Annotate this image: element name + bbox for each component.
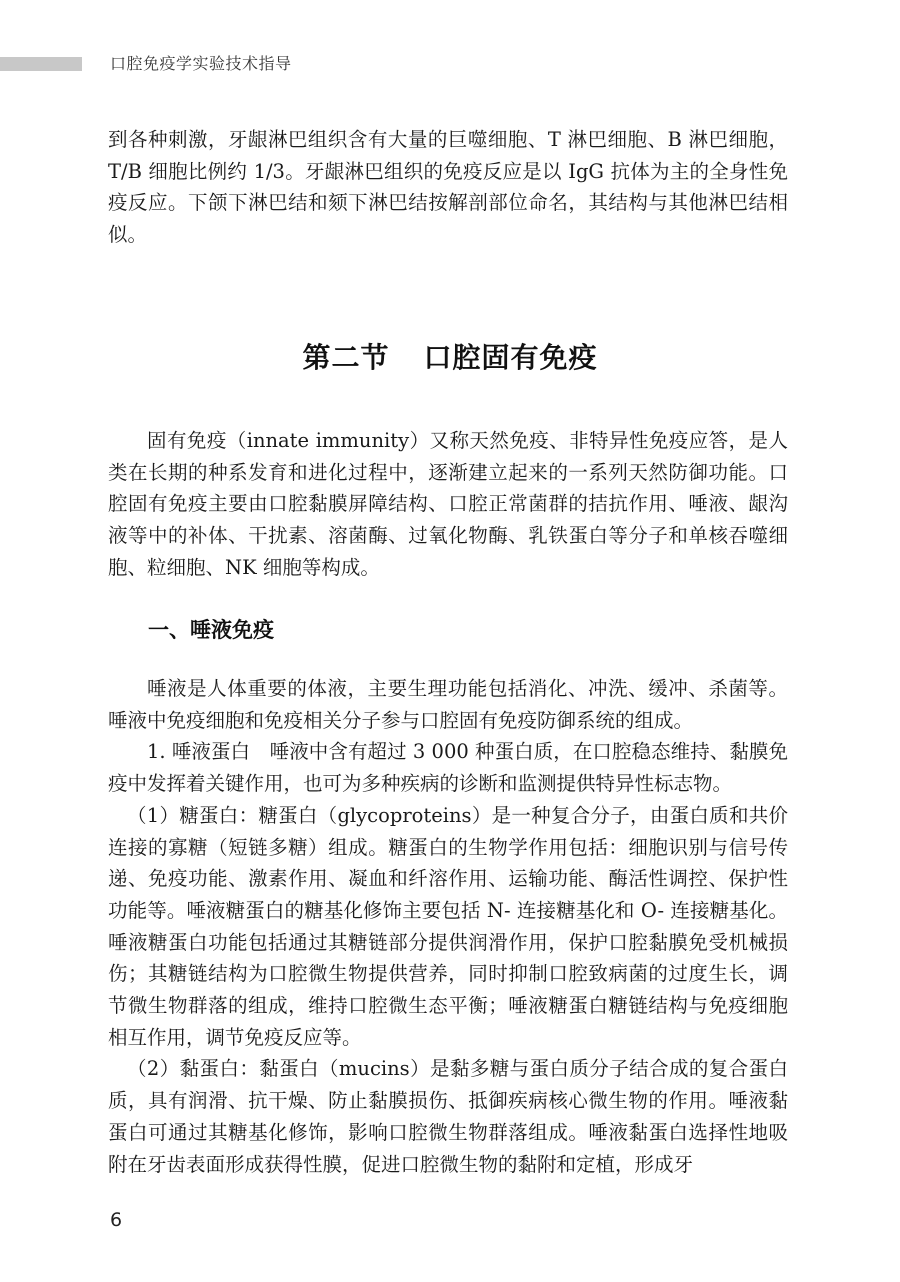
running-head-title: 口腔免疫学实验技术指导 xyxy=(110,54,292,73)
page-number: 6 xyxy=(110,1209,123,1231)
section-number: 第二节 xyxy=(302,341,390,374)
subsection-heading: 一、唾液免疫 xyxy=(148,618,274,642)
section-title: 口腔固有免疫 xyxy=(423,341,598,374)
section-intro-block xyxy=(108,425,788,584)
paragraph-saliva-intro: 唾液是人体重要的体液，主要生理功能包括消化、冲洗、缓冲、杀菌等。唾液中免疫细胞和免疫相关分子参与口腔固有免疫防御系统的组成。 xyxy=(108,677,788,732)
paragraph-saliva-protein: 1. 唾液蛋白 唾液中含有超过 3 000 种蛋白质，在口腔稳态维持、黏膜免疫中发挥着关键作用，也可为多种疾病的诊断和监测提供特异性标志物。 xyxy=(108,740,788,796)
continuation-paragraph: 到各种刺激，牙龈淋巴组织含有大量的巨噬细胞、T 淋巴细胞、B 淋巴细胞，T/B 细胞比例约 1/3。牙龈淋巴组织的免疫反应是以 IgG 抗体为主的全身性免疫反应。下颌下淋巴结和颏下淋巴结按解剖部位命名，其结构与其他淋巴结相似。 xyxy=(108,128,788,247)
header-gray-bar xyxy=(0,57,82,71)
continuation-block xyxy=(108,124,788,251)
paragraph-glycoprotein: （1）糖蛋白：糖蛋白（glycoproteins）是一种复合分子，由蛋白质和共价连接的寡糖（短链多糖）组成。糖蛋白的生物学作用包括：细胞识别与信号传递、免疫功能、激素作用、凝血和纤溶作用、运输功能、酶活性调控、保护性功能等。唾液糖蛋白的糖基化修饰主要包括 N- 连接糖基化和 O- 连接糖基化。唾液糖蛋白功能包括通过其糖链部分提供润滑作用，保护口腔黏膜免受机械损伤；其糖链结构为口腔微生物提供营养，同时抑制口腔致病菌的过度生长，调节微生物群落的组成，维持口腔微生态平衡；唾液糖蛋白糖链结构与免疫细胞相互作用，调节免疫反应等。 xyxy=(108,803,788,1049)
section-heading xyxy=(0,338,900,378)
subsection-body xyxy=(108,673,788,1180)
paragraph-mucin: （2）黏蛋白：黏蛋白（mucins）是黏多糖与蛋白质分子结合成的复合蛋白质，具有润滑、抗干燥、防止黏膜损伤、抵御疾病核心微生物的作用。唾液黏蛋白可通过其糖基化修饰，影响口腔微生物群落组成。唾液黏蛋白选择性地吸附在牙齿表面形成获得性膜，促进口腔微生物的黏附和定植，形成牙 xyxy=(108,1057,788,1176)
section-intro-paragraph: 固有免疫（innate immunity）又称天然免疫、非特异性免疫应答，是人类在长期的种系发育和进化过程中，逐渐建立起来的一系列天然防御功能。口腔固有免疫主要由口腔黏膜屏障结构、口腔正常菌群的拮抗作用、唾液、龈沟液等中的补体、干扰素、溶菌酶、过氧化物酶、乳铁蛋白等分子和单核吞噬细胞、粒细胞、NK 细胞等构成。 xyxy=(108,429,788,579)
